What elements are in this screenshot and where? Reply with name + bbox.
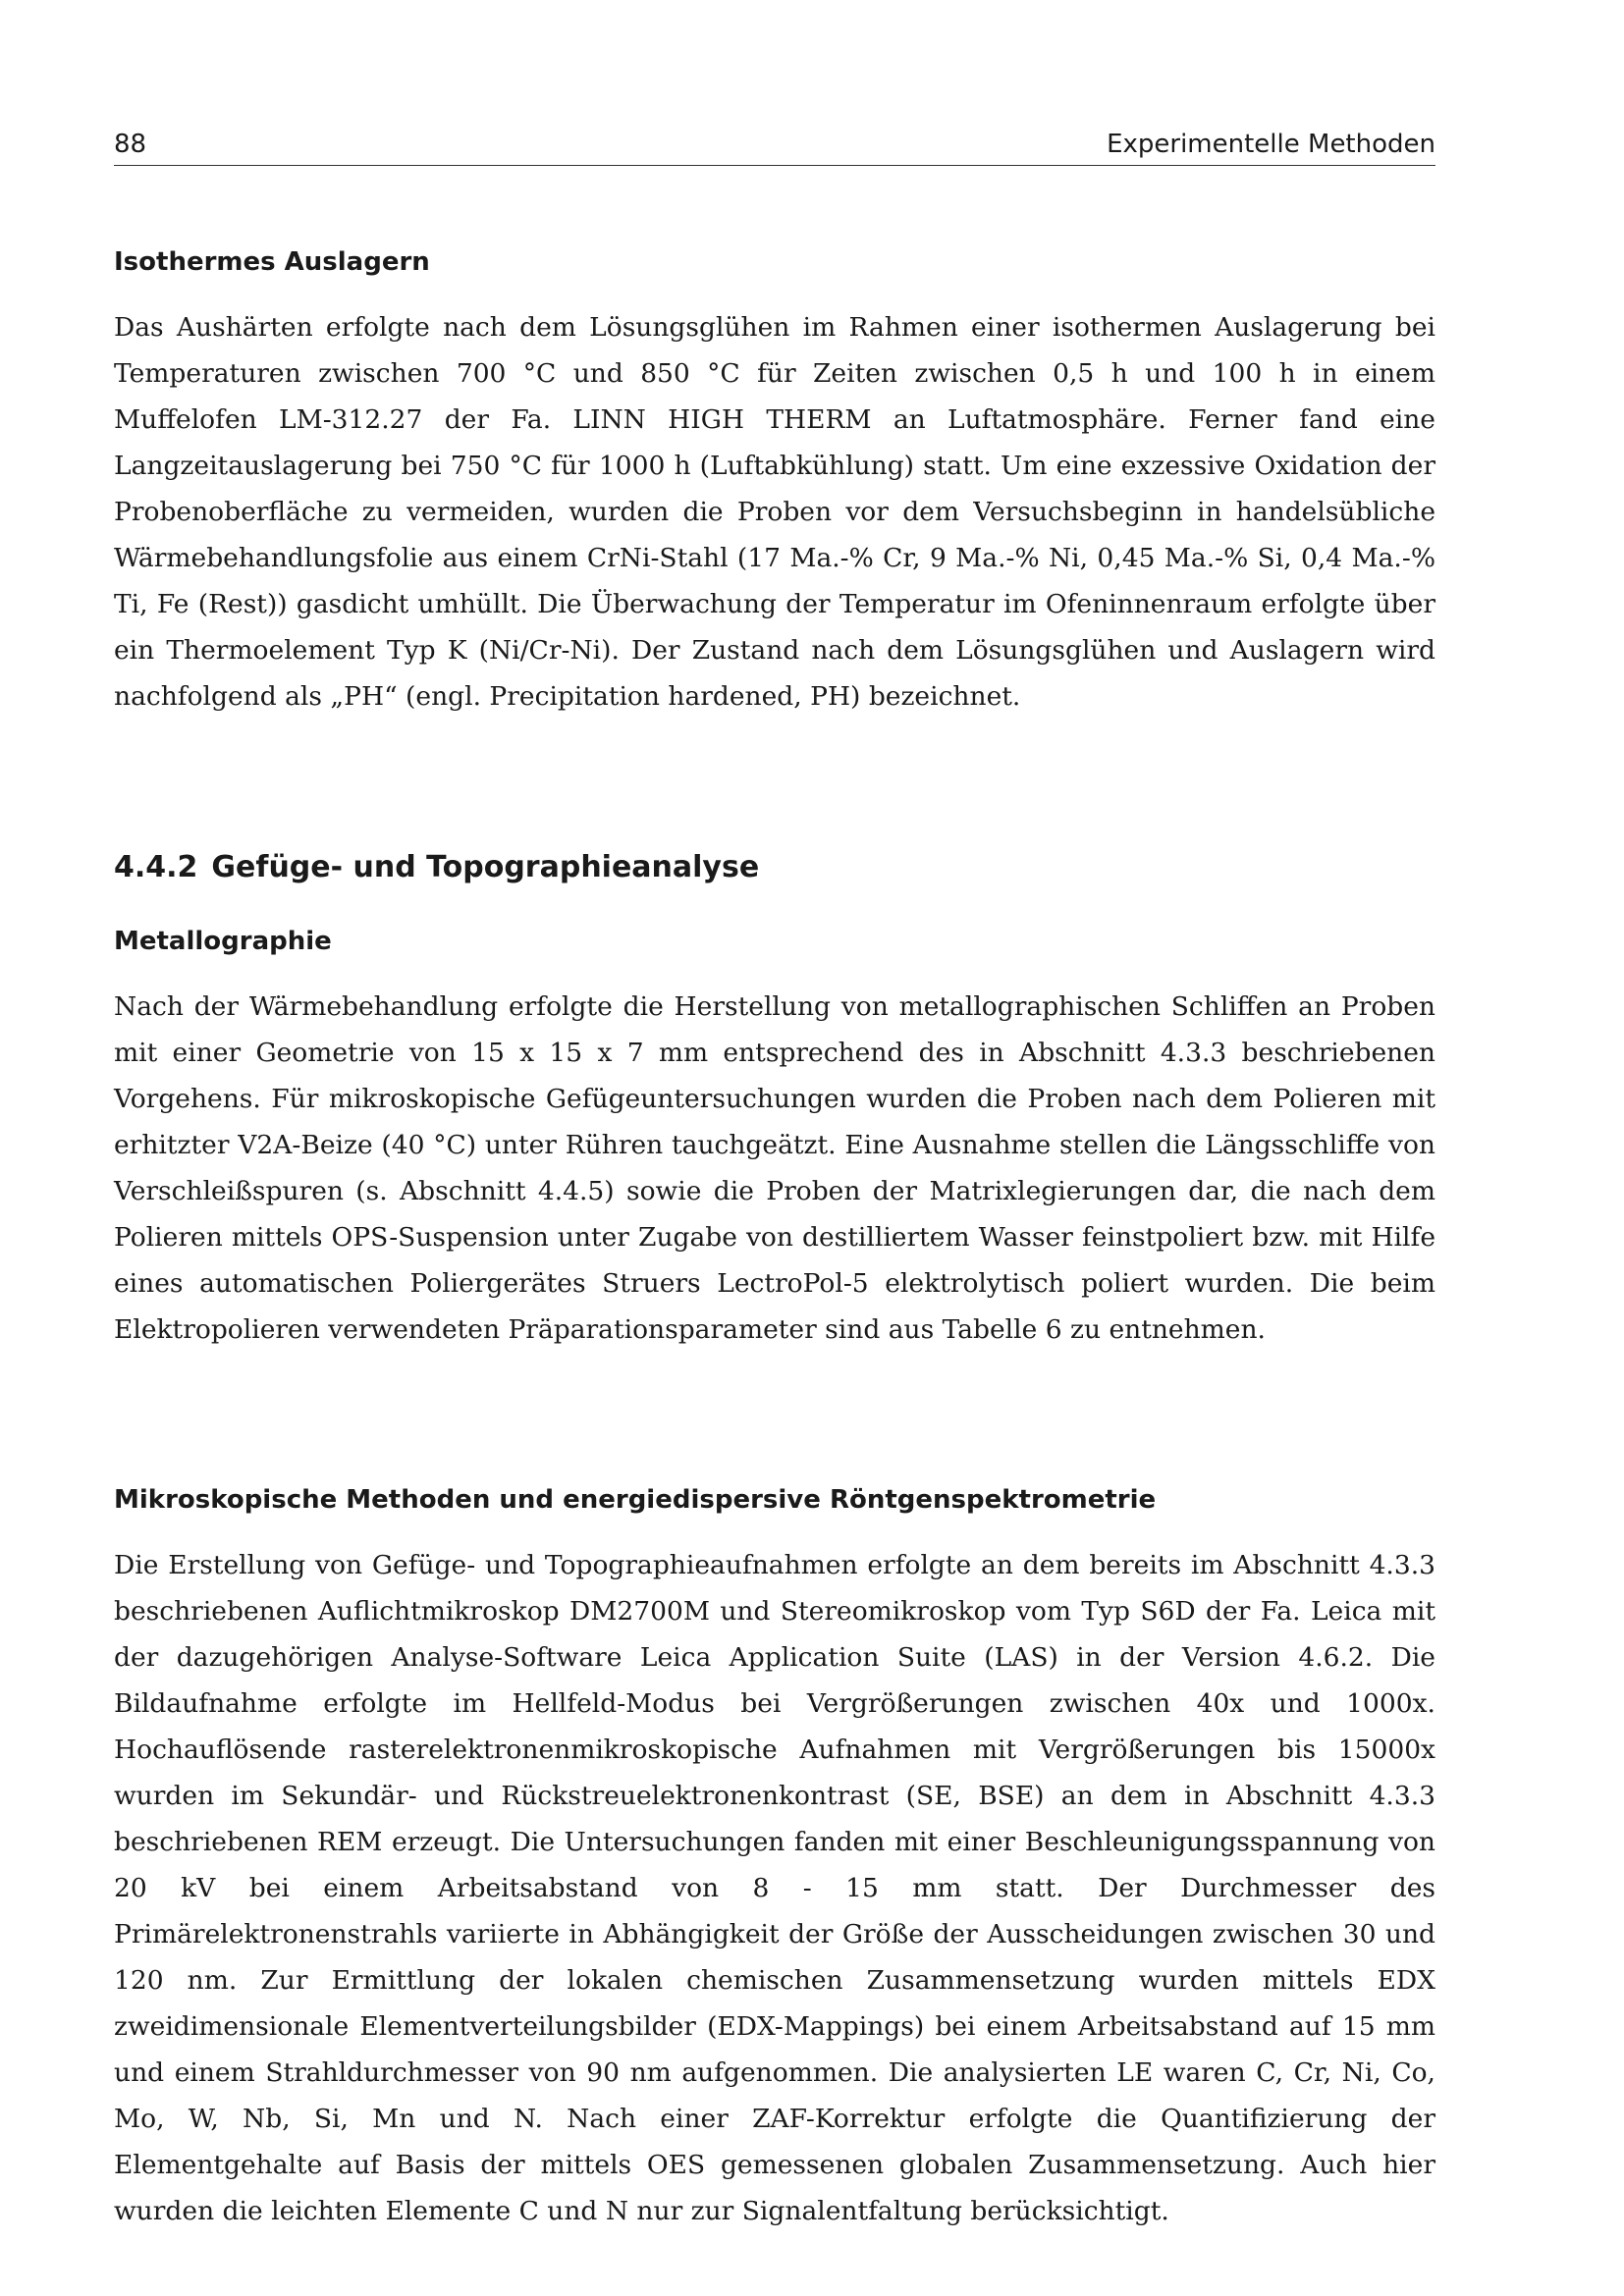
section-mikroskopie — [114, 1485, 1435, 2234]
paragraph-metallographie: Nach der Wärmebehandlung erfolgte die Herstellung von metallographischen Schliffen an Proben mit einer Geometrie von 15 x 15 x 7 mm entsprechend des in Abschnitt 4.3.3 beschriebenen Vorgehens. Für mikroskopische Gefügeuntersuchungen wurden die Proben nach dem Polieren mit erhitzter V2A-Beize (40 °C) unter Rühren tauchgeätzt. Eine Ausnahme stellen die Längsschliffe von Verschleißspuren (s. Abschnitt 4.4.5) sowie die Proben der Matrixlegierungen dar, die nach dem Polieren mittels OPS-Suspension unter Zugabe von destilliertem Wasser feinstpoliert bzw. mit Hilfe eines automatischen Poliergerätes Struers LectroPol-5 elektrolytisch poliert wurden. Die beim Elektropolieren verwendeten Präparationsparameter sind aus Tabelle 6 zu entnehmen. — [114, 991, 1435, 1345]
section-title-text: Gefüge- und Topographieanalyse — [211, 850, 760, 884]
paragraph-isothermes-auslagern: Das Aushärten erfolgte nach dem Lösungsglühen im Rahmen einer isothermen Auslagerung bei Temperaturen zwischen 700 °C und 850 °C für Zeiten zwischen 0,5 h und 100 h in einem Muffelofen LM-312.27 der Fa. LINN HIGH THERM an Luftatmosphäre. Ferner fand eine Langzeitauslagerung bei 750 °C für 1000 h (Luftabkühlung) statt. Um eine exzessive Oxidation der Probenoberfläche zu vermeiden, wurden die Proben vor dem Versuchsbeginn in handelsübliche Wärmebehandlungsfolie aus einem CrNi-Stahl (17 Ma.-% Cr, 9 Ma.-% Ni, 0,45 Ma.-% Si, 0,4 Ma.-% Ti, Fe (Rest)) gasdicht umhüllt. Die Überwachung der Temperatur im Ofeninnenraum erfolgte über ein Thermoelement Typ K (Ni/Cr-Ni). Der Zustand nach dem Lösungsglühen und Auslagern wird nachfolgend als „PH“ (engl. Precipitation hardened, PH) bezeichnet. — [114, 312, 1435, 712]
subheading-isothermes-auslagern: Isothermes Auslagern — [114, 247, 430, 277]
chapter-title: Experimentelle Methoden — [1107, 130, 1435, 159]
subheading-mikroskopie: Mikroskopische Methoden und energiedispersive Röntgenspektrometrie — [114, 1485, 1157, 1515]
section-isothermes-auslagern — [114, 247, 1435, 720]
section-heading-4-4-2 — [114, 850, 1435, 884]
section-metallographie — [114, 927, 1435, 1353]
running-header — [114, 126, 1435, 166]
subheading-metallographie: Metallographie — [114, 927, 332, 956]
section-number: 4.4.2 — [114, 850, 198, 884]
section-title — [114, 850, 1435, 884]
paragraph-mikroskopie: Die Erstellung von Gefüge- und Topographieaufnahmen erfolgte an dem bereits im Abschnitt 4.3.3 beschriebenen Auflichtmikroskop DM2700M und Stereomikroskop vom Typ S6D der Fa. Leica mit der dazugehörigen Analyse-Software Leica Application Suite (LAS) in der Version 4.6.2. Die Bildaufnahme erfolgte im Hellfeld-Modus bei Vergrößerungen zwischen 40x und 1000x. Hochauflösende rasterelektronenmikroskopische Aufnahmen mit Vergrößerungen bis 15000x wurden im Sekundär- und Rückstreuelektronenkontrast (SE, BSE) an dem in Abschnitt 4.3.3 beschriebenen REM erzeugt. Die Untersuchungen fanden mit einer Beschleunigungsspannung von 20 kV bei einem Arbeitsabstand von 8 - 15 mm statt. Der Durchmesser des Primärelektronenstrahls variierte in Abhängigkeit der Größe der Ausscheidungen zwischen 30 und 120 nm. Zur Ermittlung der lokalen chemischen Zusammensetzung wurden mittels EDX zweidimensionale Elementverteilungsbilder (EDX-Mappings) bei einem Arbeitsabstand auf 15 mm und einem Strahldurchmesser von 90 nm aufgenommen. Die analysierten LE waren C, Cr, Ni, Co, Mo, W, Nb, Si, Mn und N. Nach einer ZAF-Korrektur erfolgte die Quantifizierung der Elementgehalte auf Basis der mittels OES gemessenen globalen Zusammensetzung. Auch hier wurden die leichten Elemente C und N nur zur Signalentfaltung berücksichtigt. — [114, 1550, 1435, 2226]
page-number: 88 — [114, 130, 147, 159]
